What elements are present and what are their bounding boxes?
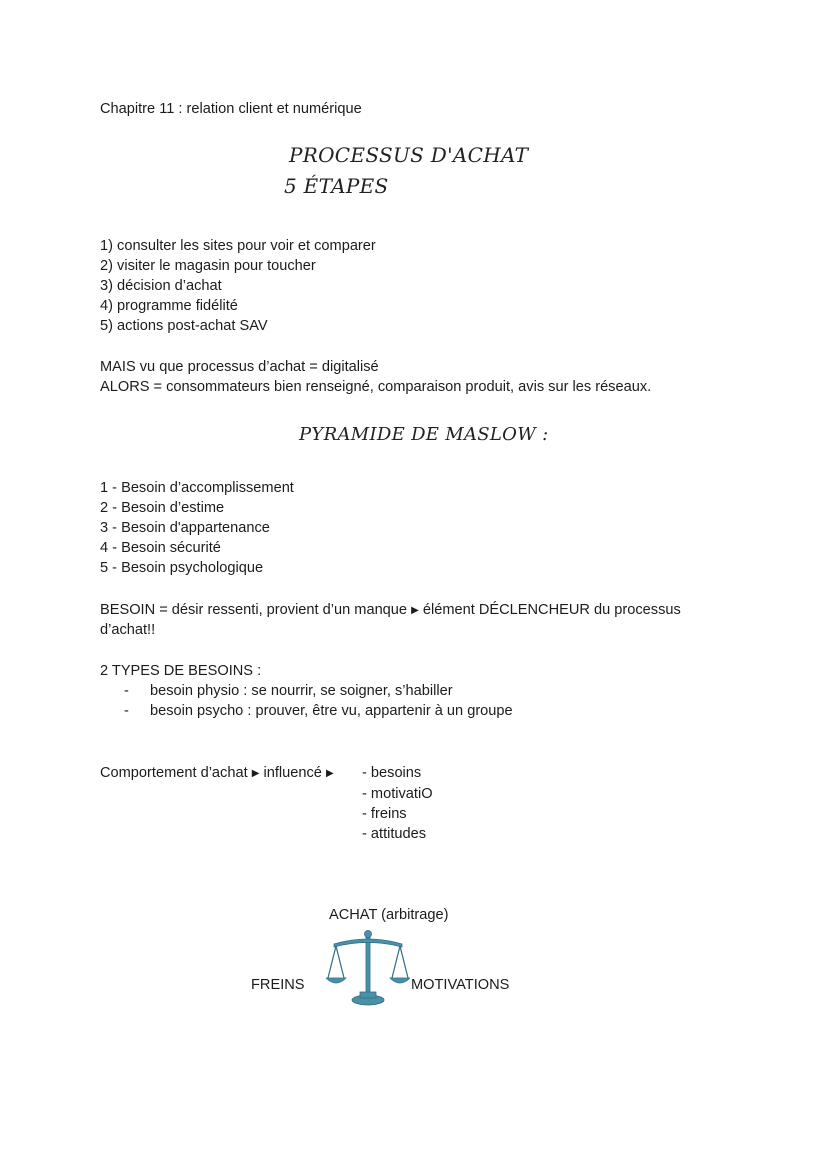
step-item: 1) consulter les sites pour voir et comparer bbox=[100, 238, 376, 254]
achat-arbitrage-label: ACHAT (arbitrage) bbox=[329, 907, 449, 923]
title-processus-achat: PROCESSUS D'ACHAT bbox=[289, 143, 529, 167]
arrow-right-icon: ▶ bbox=[251, 768, 260, 779]
influenced-label: influencé bbox=[263, 765, 322, 781]
need-item: 1 - Besoin d’accomplissement bbox=[100, 480, 294, 496]
factor-item: - attitudes bbox=[362, 826, 427, 842]
type-item: besoin psycho : prouver, être vu, appartenir à un groupe bbox=[150, 703, 513, 719]
need-item: 4 - Besoin sécurité bbox=[100, 540, 221, 556]
need-item: 5 - Besoin psychologique bbox=[100, 560, 264, 576]
behavior-label: Comportement d’achat bbox=[100, 765, 248, 781]
arrow-right-icon: ▶ bbox=[411, 605, 419, 616]
type-item: besoin physio : se nourrir, se soigner, s’habiller bbox=[150, 683, 453, 699]
alors-line: ALORS = consommateurs bien renseigné, comparaison produit, avis sur les réseaux. bbox=[100, 379, 652, 395]
step-item: 2) visiter le magasin pour toucher bbox=[100, 258, 316, 274]
step-item: 3) décision d’achat bbox=[100, 278, 222, 294]
factor-item: - freins bbox=[362, 806, 407, 822]
need-item: 2 - Besoin d’estime bbox=[100, 500, 225, 516]
definition-part2: élément DÉCLENCHEUR du processus bbox=[422, 602, 681, 618]
step-item: 5) actions post-achat SAV bbox=[100, 318, 268, 334]
need-item: 3 - Besoin d'appartenance bbox=[100, 520, 270, 536]
step-item: 4) programme fidélité bbox=[100, 298, 238, 314]
mais-line: MAIS vu que processus d’achat = digitalisé bbox=[100, 359, 379, 375]
definition-continuation: d’achat!! bbox=[100, 622, 156, 638]
behavior-line bbox=[100, 763, 334, 785]
types-heading: 2 TYPES DE BESOINS : bbox=[100, 663, 262, 679]
balance-scale-icon bbox=[326, 928, 410, 1008]
bullet-dash: - bbox=[124, 703, 129, 719]
besoin-definition bbox=[100, 600, 681, 622]
chapter-heading: Chapitre 11 : relation client et numérique bbox=[100, 101, 362, 117]
motivations-label: MOTIVATIONS bbox=[411, 977, 510, 993]
arrow-right-icon: ▶ bbox=[325, 768, 334, 779]
title-5-etapes: 5 ÉTAPES bbox=[284, 174, 389, 198]
bullet-dash: - bbox=[124, 683, 129, 699]
factor-item: - besoins bbox=[362, 765, 422, 781]
freins-label: FREINS bbox=[251, 977, 305, 993]
title-pyramide-maslow: PYRAMIDE DE MASLOW : bbox=[299, 424, 549, 445]
definition-part1: BESOIN = désir ressenti, provient d’un manque bbox=[100, 602, 408, 618]
factor-item: - motivatiO bbox=[362, 786, 433, 802]
